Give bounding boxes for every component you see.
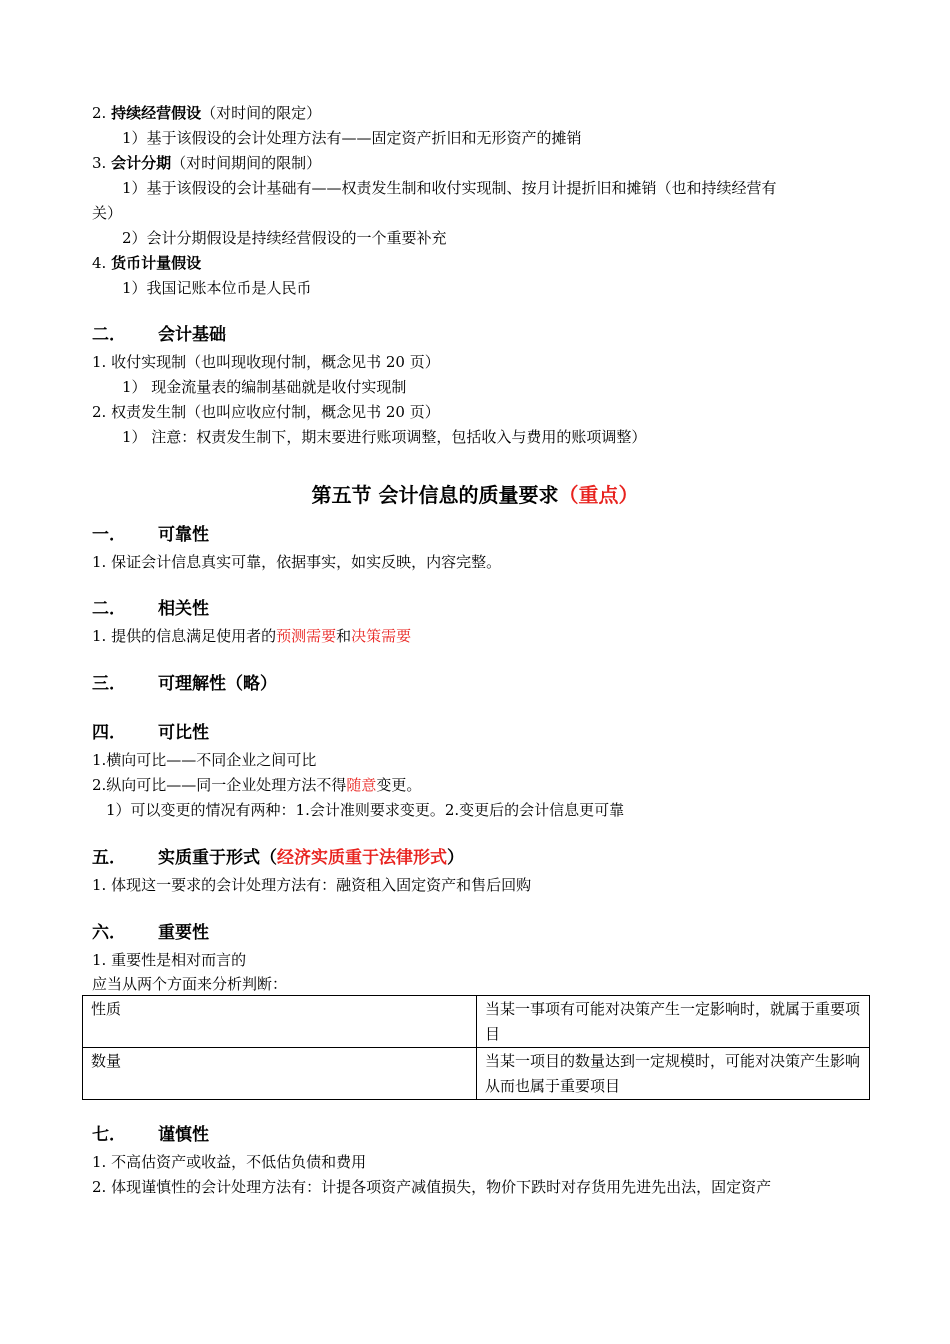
section-heading-understandability bbox=[92, 673, 277, 695]
sub-item: 1）我国记账本位币是人民币 bbox=[122, 279, 312, 297]
sub-item-wrap: 关） bbox=[92, 204, 123, 222]
section-heading-substance bbox=[92, 847, 464, 869]
section-title: 可理解性（略） bbox=[158, 674, 277, 694]
section-title: 重要性 bbox=[158, 923, 209, 943]
section-title: 实质重于形式（ bbox=[158, 848, 277, 868]
item-number: 2. bbox=[92, 104, 107, 122]
list-item: 1. 不高估资产或收益，不低估负债和费用 bbox=[92, 1153, 367, 1171]
section-number: 六． bbox=[92, 923, 126, 943]
text: 和 bbox=[336, 627, 352, 645]
list-item: 2. 体现谨慎性的会计处理方法有：计提各项资产减值损失，物价下跌时对存货用先进先出法，固定资产 bbox=[92, 1178, 772, 1196]
sub-item: 2）会计分期假设是持续经营假设的一个重要补充 bbox=[122, 229, 447, 247]
chapter-title-highlight: （重点） bbox=[558, 483, 639, 507]
item-monetary-unit bbox=[92, 253, 201, 273]
list-item: 1. 保证会计信息真实可靠，依据事实，如实反映，内容完整。 bbox=[92, 553, 502, 571]
list-item: 1. 收付实现制（也叫现收现付制，概念见书 20 页） bbox=[92, 353, 440, 371]
sub-item: 1）可以变更的情况有两种：1.会计准则要求变更。2.变更后的会计信息更可靠 bbox=[106, 801, 625, 819]
list-item bbox=[92, 626, 411, 646]
item-heading: 持续经营假设 bbox=[111, 104, 202, 122]
sub-item: 1）基于该假设的会计基础有——权责发生制和收付实现制、按月计提折旧和摊销（也和持续经营有 bbox=[122, 179, 777, 197]
list-item bbox=[92, 775, 421, 795]
section-title-end: ） bbox=[447, 848, 464, 868]
section-heading-materiality bbox=[92, 922, 209, 944]
section-number: 七． bbox=[92, 1125, 126, 1145]
section-title: 可靠性 bbox=[158, 525, 209, 545]
item-note: （对时间的限定） bbox=[201, 104, 322, 122]
section-heading-prudence bbox=[92, 1124, 209, 1146]
table-row bbox=[83, 996, 870, 1048]
item-heading: 会计分期 bbox=[111, 154, 172, 172]
section-number: 二． bbox=[92, 325, 126, 345]
highlight-text: 预测需要 bbox=[276, 627, 337, 645]
item-going-concern bbox=[92, 103, 321, 123]
item-heading: 货币计量假设 bbox=[111, 254, 202, 272]
section-heading-comparability bbox=[92, 722, 209, 744]
highlight-text: 决策需要 bbox=[351, 627, 412, 645]
sub-item: 1）基于该假设的会计处理方法有——固定资产折旧和无形资产的摊销 bbox=[122, 129, 582, 147]
section-title: 可比性 bbox=[158, 723, 209, 743]
section-number: 二． bbox=[92, 599, 126, 619]
section-title: 谨慎性 bbox=[158, 1125, 209, 1145]
chapter-title-text: 第五节 会计信息的质量要求 bbox=[311, 483, 559, 507]
section-heading-basis bbox=[92, 324, 226, 346]
text: 2.纵向可比——同一企业处理方法不得 bbox=[92, 776, 347, 794]
section-title: 会计基础 bbox=[158, 325, 226, 345]
table-cell-key: 性质 bbox=[83, 996, 477, 1048]
chapter-title bbox=[0, 482, 950, 508]
table-cell-value: 当某一项目的数量达到一定规模时，可能对决策产生影响从而也属于重要项目 bbox=[477, 1048, 870, 1100]
table-row bbox=[83, 1048, 870, 1100]
section-number: 三． bbox=[92, 674, 126, 694]
item-number: 3. bbox=[92, 154, 107, 172]
text: 变更。 bbox=[376, 776, 422, 794]
list-item: 1. 重要性是相对而言的 bbox=[92, 951, 247, 969]
section-title: 相关性 bbox=[158, 599, 209, 619]
highlight-text: 随意 bbox=[346, 776, 377, 794]
list-item: 2. 权责发生制（也叫应收应付制，概念见书 20 页） bbox=[92, 403, 440, 421]
sub-item: 1） 注意：权责发生制下，期末要进行账项调整，包括收入与费用的账项调整） bbox=[122, 428, 647, 446]
section-heading-relevance bbox=[92, 598, 209, 620]
text: 1. 提供的信息满足使用者的 bbox=[92, 627, 277, 645]
section-title-highlight: 经济实质重于法律形式 bbox=[277, 848, 447, 868]
section-number: 五． bbox=[92, 848, 126, 868]
item-number: 4. bbox=[92, 254, 107, 272]
list-item: 1.横向可比——不同企业之间可比 bbox=[92, 751, 317, 769]
item-accounting-period bbox=[92, 153, 321, 173]
sub-item: 1） 现金流量表的编制基础就是收付实现制 bbox=[122, 378, 407, 396]
list-item: 1. 体现这一要求的会计处理方法有：融资租入固定资产和售后回购 bbox=[92, 876, 532, 894]
section-number: 四． bbox=[92, 723, 126, 743]
materiality-table bbox=[82, 995, 870, 1100]
table-cell-value: 当某一事项有可能对决策产生一定影响时，就属于重要项目 bbox=[477, 996, 870, 1048]
table-cell-key: 数量 bbox=[83, 1048, 477, 1100]
table-intro: 应当从两个方面来分析判断： bbox=[92, 975, 288, 993]
section-heading-reliability bbox=[92, 524, 209, 546]
item-note: （对时间期间的限制） bbox=[171, 154, 322, 172]
section-number: 一． bbox=[92, 525, 126, 545]
